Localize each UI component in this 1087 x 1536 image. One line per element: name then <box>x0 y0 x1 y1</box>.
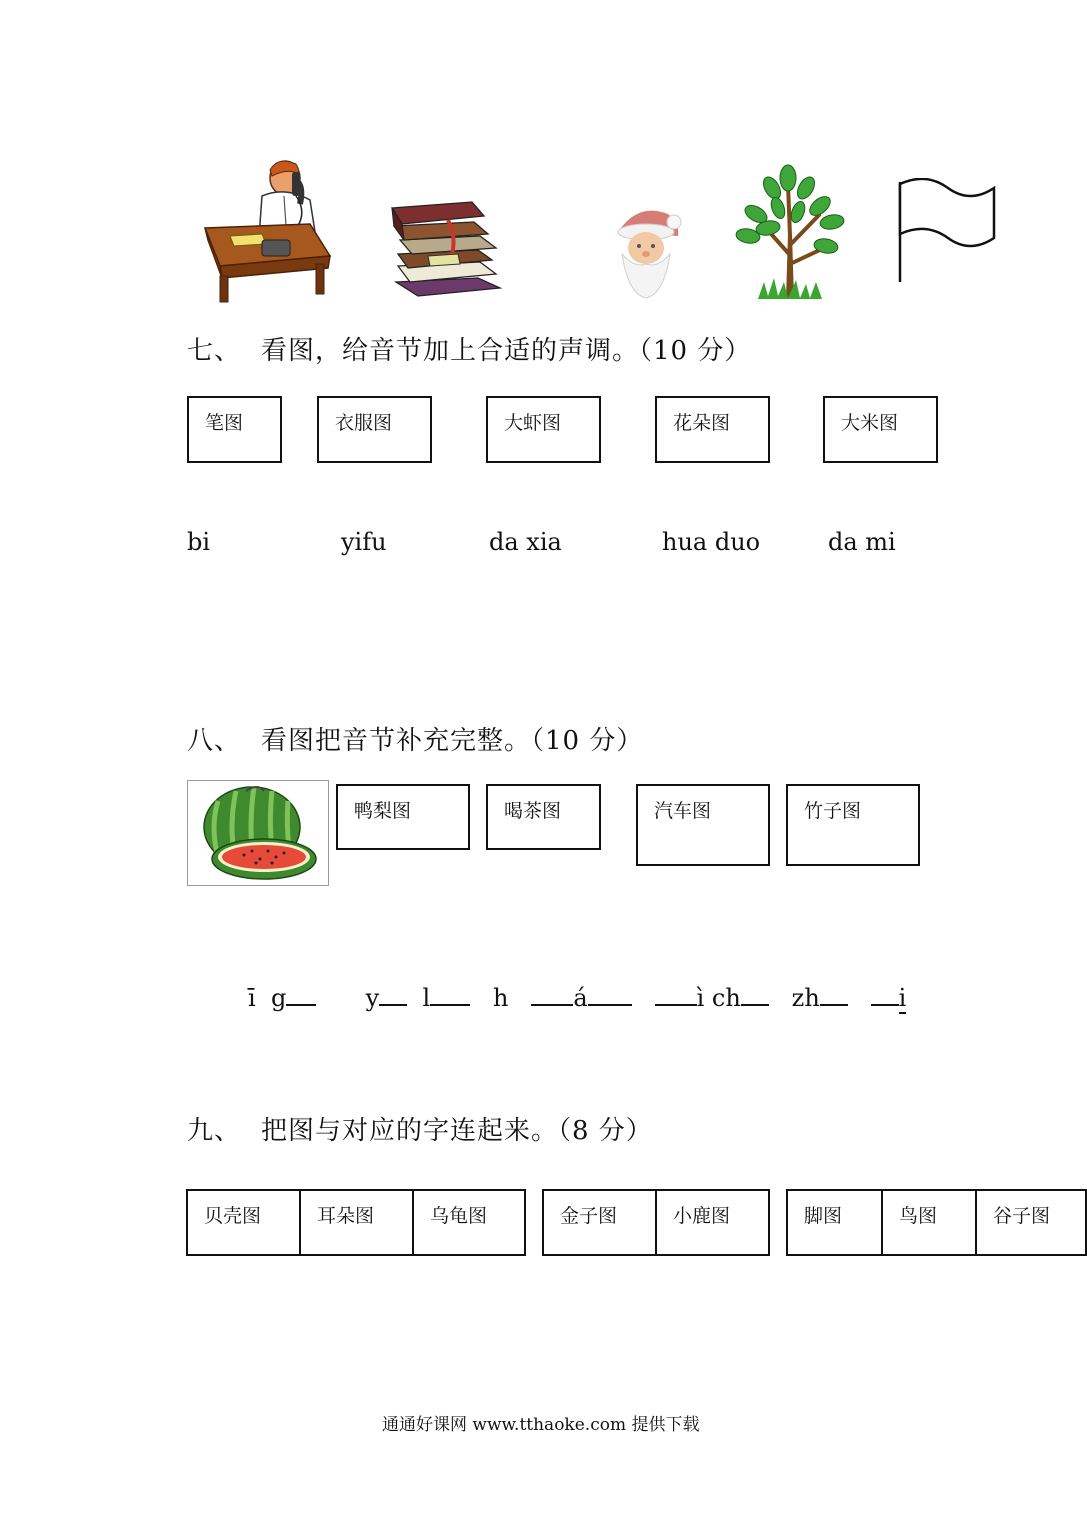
fill-part: g <box>270 984 287 1012</box>
section-8-number: 八、 <box>187 726 242 756</box>
watermelon-picture <box>187 780 329 886</box>
blank[interactable] <box>741 982 769 1006</box>
fill-part: á <box>573 984 588 1012</box>
picture-box-car <box>636 784 770 866</box>
blank[interactable] <box>531 982 573 1006</box>
picture-cell-bird: 鸟图 <box>883 1191 977 1254</box>
section-7-number: 七、 <box>187 336 242 366</box>
picture-box-shrimp <box>486 396 601 463</box>
section-9-instruction: 把图与对应的字连起来。（8 分） <box>261 1116 653 1146</box>
box-label: 汽车图 <box>654 800 712 822</box>
picture-group-2 <box>542 1189 770 1256</box>
box-label: 喝茶图 <box>504 800 562 822</box>
top-pictures-row <box>190 150 1010 310</box>
section-7-instruction: 看图，给音节加上合适的声调。（10 分） <box>261 336 752 366</box>
section-8-instruction: 看图把音节补充完整。（10 分） <box>261 726 644 756</box>
picture-cell-foot: 脚图 <box>788 1191 883 1254</box>
picture-cell-deer: 小鹿图 <box>673 1205 731 1227</box>
blank[interactable] <box>430 982 470 1006</box>
picture-box-pear <box>336 784 470 850</box>
section-9-number: 九、 <box>187 1116 242 1146</box>
picture-box-rice <box>823 396 938 463</box>
blank[interactable] <box>871 982 899 1006</box>
box-label: 花朵图 <box>673 412 731 434</box>
section-8-heading <box>187 720 643 757</box>
picture-group-1 <box>186 1189 526 1256</box>
syllable-da-xia: da xia <box>489 528 562 556</box>
box-label: 大米图 <box>841 412 899 434</box>
blank[interactable] <box>655 982 697 1006</box>
box-label: 大虾图 <box>504 412 562 434</box>
tree-icon <box>728 164 853 304</box>
fill-part: l <box>422 984 431 1012</box>
fill-in-syllables <box>248 982 906 1012</box>
picture-box-clothes <box>317 396 432 463</box>
stack-of-books-icon <box>388 190 508 300</box>
syllable-hua-duo: hua duo <box>662 528 761 556</box>
picture-cell-gold: 金子图 <box>544 1191 657 1254</box>
box-label: 衣服图 <box>335 412 393 434</box>
fill-part: y <box>365 984 380 1012</box>
picture-cell-millet: 谷子图 <box>993 1205 1051 1227</box>
fill-part: ī <box>248 984 256 1012</box>
flag-icon <box>896 178 1001 288</box>
watermelon-icon <box>188 781 328 885</box>
section-7-heading <box>187 330 751 367</box>
santa-claus-face-icon <box>608 202 688 302</box>
picture-cell-shell: 贝壳图 <box>188 1191 301 1254</box>
man-on-telephone-at-desk-icon <box>200 156 335 306</box>
blank[interactable] <box>379 982 407 1006</box>
picture-box-drink-tea <box>486 784 601 850</box>
section-9-heading <box>187 1110 653 1147</box>
box-label: 竹子图 <box>804 800 862 822</box>
picture-box-bamboo <box>786 784 920 866</box>
box-label: 鸭梨图 <box>354 800 412 822</box>
fill-part: ì ch <box>696 984 741 1012</box>
fill-part: h <box>493 984 509 1012</box>
syllable-yifu: yifu <box>341 528 387 556</box>
blank[interactable] <box>820 982 848 1006</box>
page-footer: 通通好课网 www.tthaoke.com 提供下载 <box>382 1415 700 1435</box>
syllable-da-mi: da mi <box>828 528 896 556</box>
blank[interactable] <box>286 982 316 1006</box>
picture-box-flower <box>655 396 770 463</box>
picture-cell-ear: 耳朵图 <box>301 1191 414 1254</box>
fill-part: zh <box>791 984 820 1012</box>
fill-part: i <box>898 984 907 1012</box>
box-label: 笔图 <box>205 412 244 434</box>
syllable-bi: bi <box>187 528 211 556</box>
picture-group-3 <box>786 1189 1087 1256</box>
picture-box-pen <box>187 396 282 463</box>
blank[interactable] <box>588 982 632 1006</box>
picture-cell-turtle: 乌龟图 <box>430 1205 488 1227</box>
